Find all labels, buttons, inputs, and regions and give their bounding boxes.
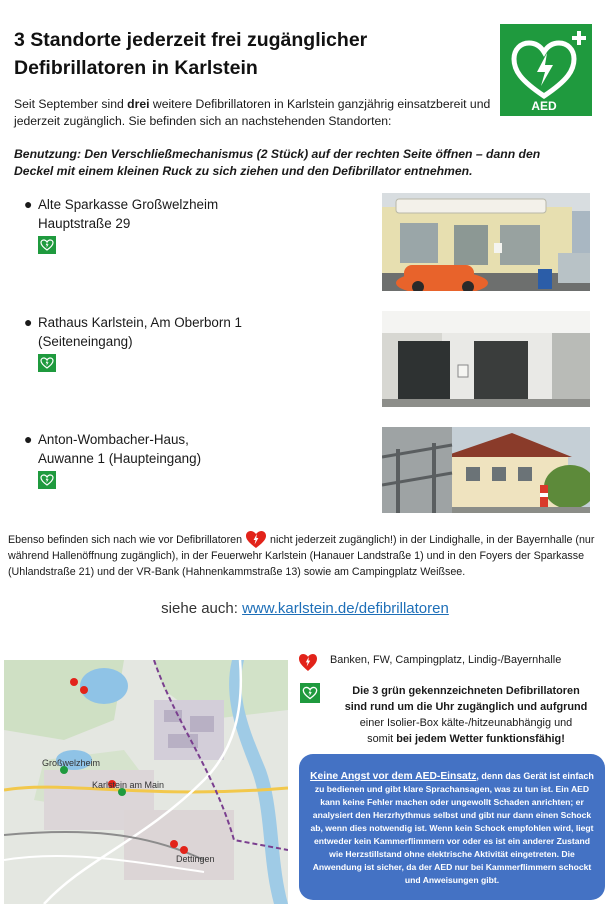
legend-green-line-4: somit <box>367 733 397 745</box>
see-also <box>0 599 610 619</box>
map-label-grosswelzheim: Großwelzheim <box>42 758 101 768</box>
red-aed-heart-icon <box>245 529 267 549</box>
info-box-body: zu bedienen und gibt klare Sprachansagen, was zu tun ist. Ein AED kann keine Fehler machen oder ungewollt Schaden anrichten; er analysiert den Herzrhythmus selbst und gibt nur dann einen Schock ab, wenn dies notwendig ist. Wenn kein Schock empfohlen wird, liegt entweder kein Kammerflimmern vor oder es ist ein anderer Zustand wie Herzstillstand ohne elektrische Aktivität eingetreten. Die Anwendung ist sicher, da der AED nur bei Kammerflimmern schockt und Anweisungen gibt. <box>310 784 594 885</box>
photo-rathaus <box>382 311 590 407</box>
karlstein-map <box>4 660 288 904</box>
location-name: Rathaus Karlstein, Am Oberborn 1 <box>38 315 242 330</box>
intro-after: weitere Defibrillatoren in Karlstein ganzjährig einsatzbereit und jederzeit zugänglich. Sie befinden sich an nachstehenden Standorten: <box>14 97 491 128</box>
usage-instructions <box>14 146 574 179</box>
legend-green-line-2: sind rund um die Uhr zugänglich und aufgrund <box>344 701 588 713</box>
location-item <box>24 195 358 259</box>
paragraph-after: nicht jederzeit zugänglich!) in der Lindighalle, in der Bayernhalle (nur während Hallenöffnung zugänglich), in der Feuerwehr Karlstein (Hanauer Landstraße 1) und in den Foyers der Sparkasse (Uhlandstraße 21) und der VR-Bank (Hahnenkammstraße 13) sowie am Campingplatz Weißsee. <box>8 534 595 578</box>
aed-logo-text: AED <box>531 99 557 113</box>
info-box <box>299 754 605 900</box>
legend-green-line-4-bold: bei jedem Wetter funktionsfähig! <box>396 733 565 745</box>
red-aed-heart-icon <box>298 650 318 672</box>
legend-red-text: Banken, FW, Campingplatz, Lindig-/Bayernhalle <box>330 654 562 666</box>
paragraph-before: Ebenso befinden sich nach wie vor Defibrillatoren <box>8 534 246 546</box>
bullet-icon: ● <box>24 196 33 212</box>
location-item <box>24 430 358 494</box>
location-address: Auwanne 1 (Haupteingang) <box>38 451 202 466</box>
intro-text <box>14 96 494 130</box>
green-aed-icon <box>38 354 56 372</box>
intro-before: Seit September sind <box>14 97 128 111</box>
legend-green-line-1: Die 3 grün gekennzeichneten Defibrillatoren <box>352 685 580 697</box>
photo-anton-wombacher-haus <box>382 427 590 513</box>
aed-logo <box>500 24 592 116</box>
aed-heart-icon <box>500 24 592 116</box>
photo-alte-sparkasse <box>382 193 590 291</box>
location-item <box>24 313 358 377</box>
location-address: (Seiteneingang) <box>38 334 133 349</box>
green-aed-icon <box>38 471 56 489</box>
usage-line-2: Deckel mit einem kleinen Ruck zu sich ziehen und den Defibrillator entnehmen. <box>14 163 473 178</box>
info-box-lead-rest: , denn das Gerät ist einfach <box>476 771 594 781</box>
defibrillatoren-link[interactable]: www.karlstein.de/defibrillatoren <box>242 600 449 617</box>
location-name: Alte Sparkasse Großwelzheim <box>38 197 219 212</box>
green-aed-icon <box>38 236 56 254</box>
title-line-1: 3 Standorte jederzeit frei zugänglicher <box>14 29 368 51</box>
page-title <box>14 26 484 82</box>
title-line-2: Defibrillatoren in Karlstein <box>14 57 258 79</box>
legend-green-line-3: einer Isolier-Box kälte-/hitzeunabhängig und <box>359 717 573 729</box>
bullet-icon: ● <box>24 314 33 330</box>
info-box-lead: Keine Angst vor dem AED-Einsatz <box>310 771 477 782</box>
location-address: Hauptstraße 29 <box>38 216 131 231</box>
green-aed-icon <box>300 683 320 703</box>
intro-bold: drei <box>127 97 150 111</box>
additional-locations-paragraph <box>8 529 602 580</box>
see-also-label: siehe auch: <box>161 600 243 617</box>
bullet-icon: ● <box>24 431 33 447</box>
map-label-dettingen: Dettingen <box>176 854 215 864</box>
usage-line-1: Benutzung: Den Verschließmechanismus (2 Stück) auf der rechten Seite öffnen – dann den <box>14 147 541 161</box>
location-name: Anton-Wombacher-Haus, <box>38 432 189 447</box>
map-label-karlstein: Karlstein am Main <box>92 780 165 790</box>
